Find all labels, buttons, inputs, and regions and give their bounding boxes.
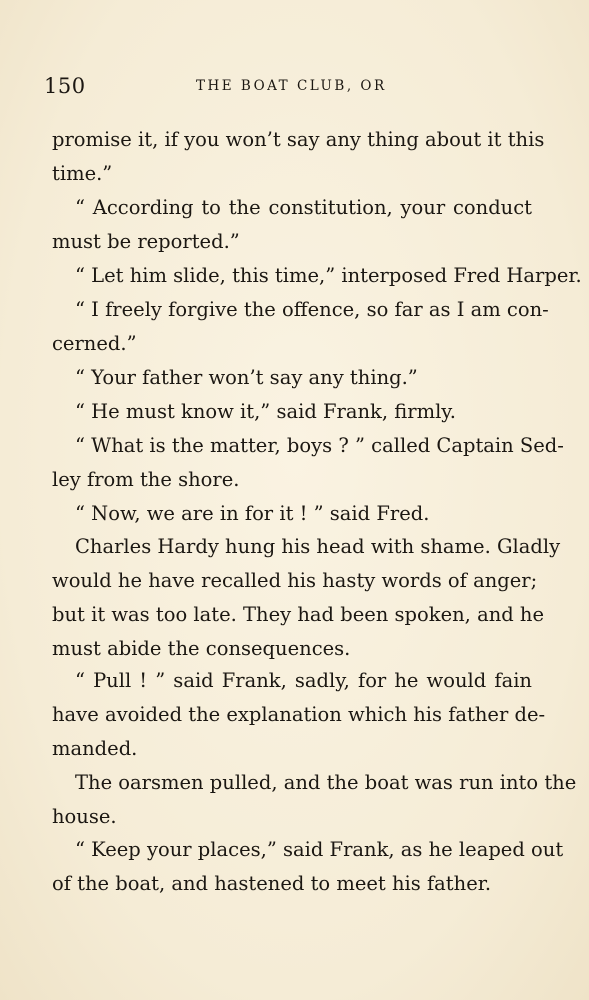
page-number: 150: [44, 74, 86, 98]
text-line-4: must be reported.”: [52, 230, 240, 253]
text-line-12: “ Now, we are in for it ! ” said Fred.: [75, 502, 430, 525]
text-line-9: “ He must know it,” said Frank, firmly.: [75, 400, 456, 423]
text-line-10: “ What is the matter, boys ? ” called Captain Sed-: [75, 434, 564, 457]
text-line-19: manded.: [52, 737, 138, 760]
text-line-8: “ Your father won’t say any thing.”: [75, 366, 418, 389]
text-line-23: of the boat, and hastened to meet his father.: [52, 872, 492, 895]
text-line-13: Charles Hardy hung his head with shame. Gladly: [75, 535, 561, 558]
text-line-6: “ I freely forgive the offence, so far as I am con-: [75, 298, 549, 321]
text-line-14: would he have recalled his hasty words of anger;: [52, 569, 538, 592]
text-line-22: “ Keep your places,” said Frank, as he leaped out: [75, 838, 564, 861]
text-line-16: must abide the consequences.: [52, 637, 351, 660]
text-line-2: time.”: [52, 162, 113, 185]
text-line-3: “ According to the constitution, your conduct: [75, 196, 532, 219]
text-line-7: cerned.”: [52, 332, 137, 355]
text-line-5: “ Let him slide, this time,” interposed Fred Harper.: [75, 264, 582, 287]
text-line-15: but it was too late. They had been spoken, and he: [52, 603, 545, 626]
text-line-11: ley from the shore.: [52, 468, 240, 491]
text-line-17: “ Pull ! ” said Frank, sadly, for he would fain: [75, 669, 532, 692]
text-line-18: have avoided the explanation which his father de-: [52, 703, 546, 726]
running-head: THE BOAT CLUB, OR: [196, 78, 387, 94]
text-line-20: The oarsmen pulled, and the boat was run into the: [75, 771, 577, 794]
text-line-21: house.: [52, 805, 117, 828]
text-line-1: promise it, if you won’t say any thing about it this: [52, 128, 545, 151]
